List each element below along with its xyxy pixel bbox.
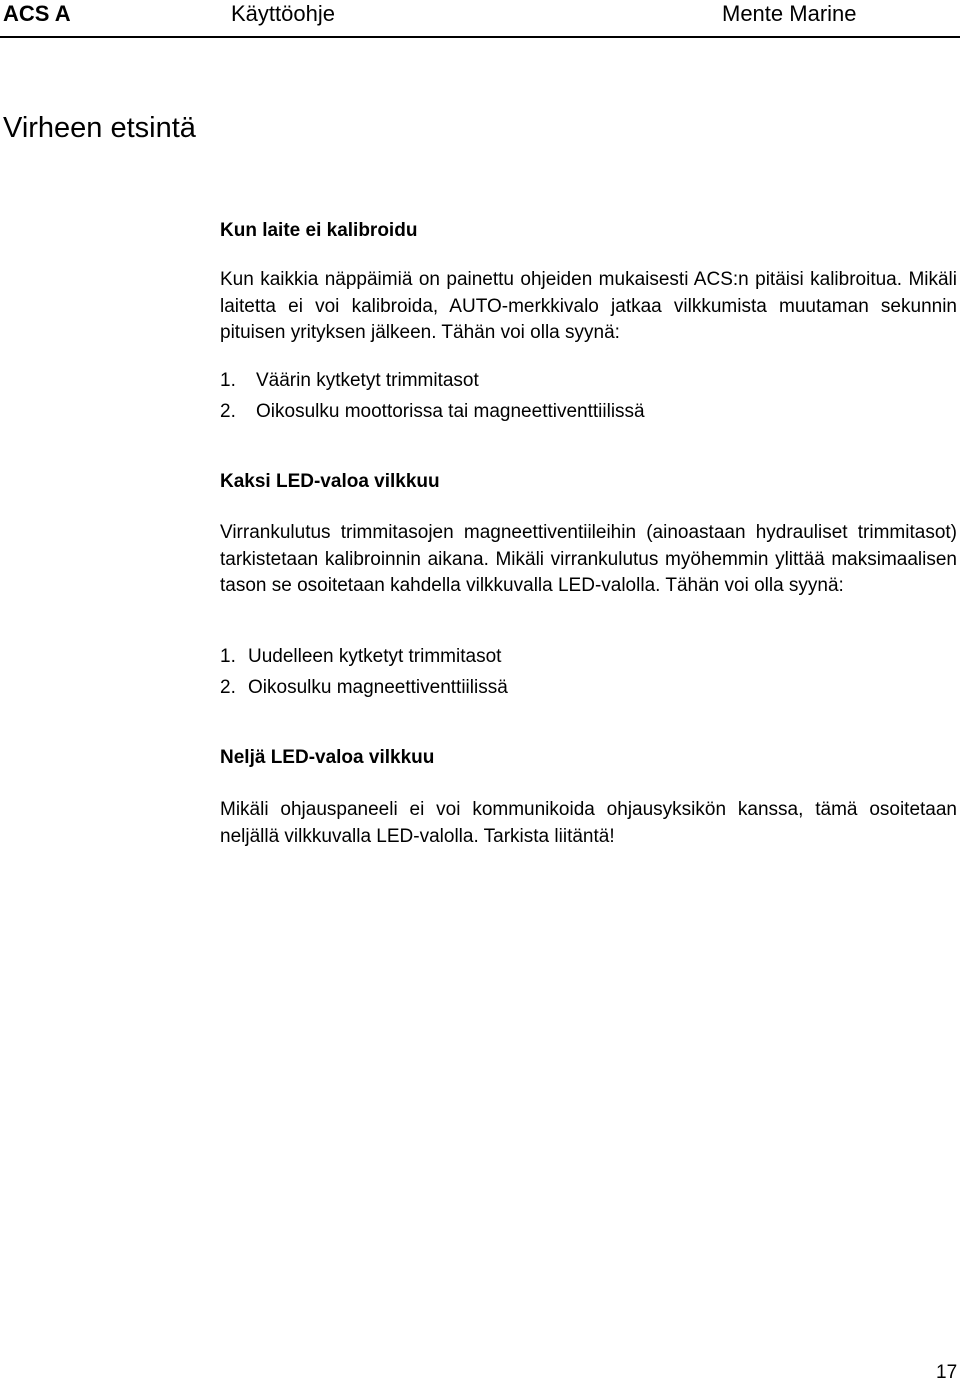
list-text: Oikosulku magneettiventtiilissä: [248, 677, 508, 698]
list-text: Oikosulku moottorissa tai magneettiventtiilissä: [256, 401, 645, 422]
cause-list: [220, 641, 508, 703]
page-number: 17: [936, 1362, 958, 1383]
list-text: Uudelleen kytketyt trimmitasot: [248, 646, 502, 667]
cause-list: [220, 365, 645, 427]
section-paragraph: Mikäli ohjauspaneeli ei voi kommunikoida ohjausyksikön kanssa, tämä osoitetaan neljällä vilkkuvalla LED-valolla. Tarkista liitäntä!: [220, 799, 957, 847]
page-title: Virheen etsintä: [3, 112, 196, 144]
list-number: 1.: [220, 646, 236, 667]
list-number: 2.: [220, 401, 236, 422]
list-item: [220, 396, 645, 427]
list-number: 2.: [220, 677, 236, 698]
list-item: [220, 641, 508, 672]
section-paragraph: Virrankulutus trimmitasojen magneettiventiileihin (ainoastaan hydrauliset trimmitasot) tarkistetaan kalibroinnin aikana. Mikäli virrankulutus myöhemmin ylittää maksimaalisen tason se osoitetaan kahdella vilkkuvalla LED-valolla. Tähän voi olla syynä:: [220, 522, 957, 596]
section-title: Kun laite ei kalibroidu: [220, 220, 418, 241]
section-title: Kaksi LED-valoa vilkkuu: [220, 471, 440, 492]
list-text: Väärin kytketyt trimmitasot: [256, 370, 479, 391]
header-document-type: Käyttöohje: [231, 1, 335, 26]
list-number: 1.: [220, 370, 236, 391]
list-item: [220, 365, 645, 396]
page-header: [0, 0, 960, 38]
header-product: ACS A: [3, 1, 71, 26]
list-item: [220, 672, 508, 703]
header-company: Mente Marine: [722, 1, 857, 26]
section-title: Neljä LED-valoa vilkkuu: [220, 747, 435, 768]
section-paragraph: Kun kaikkia näppäimiä on painettu ohjeiden mukaisesti ACS:n pitäisi kalibroitua. Mikäli laitetta ei voi kalibroida, AUTO-merkkivalo jatkaa vilkkumista muutaman sekunnin pituisen yrityksen jälkeen. Tähän voi olla syynä:: [220, 269, 957, 343]
